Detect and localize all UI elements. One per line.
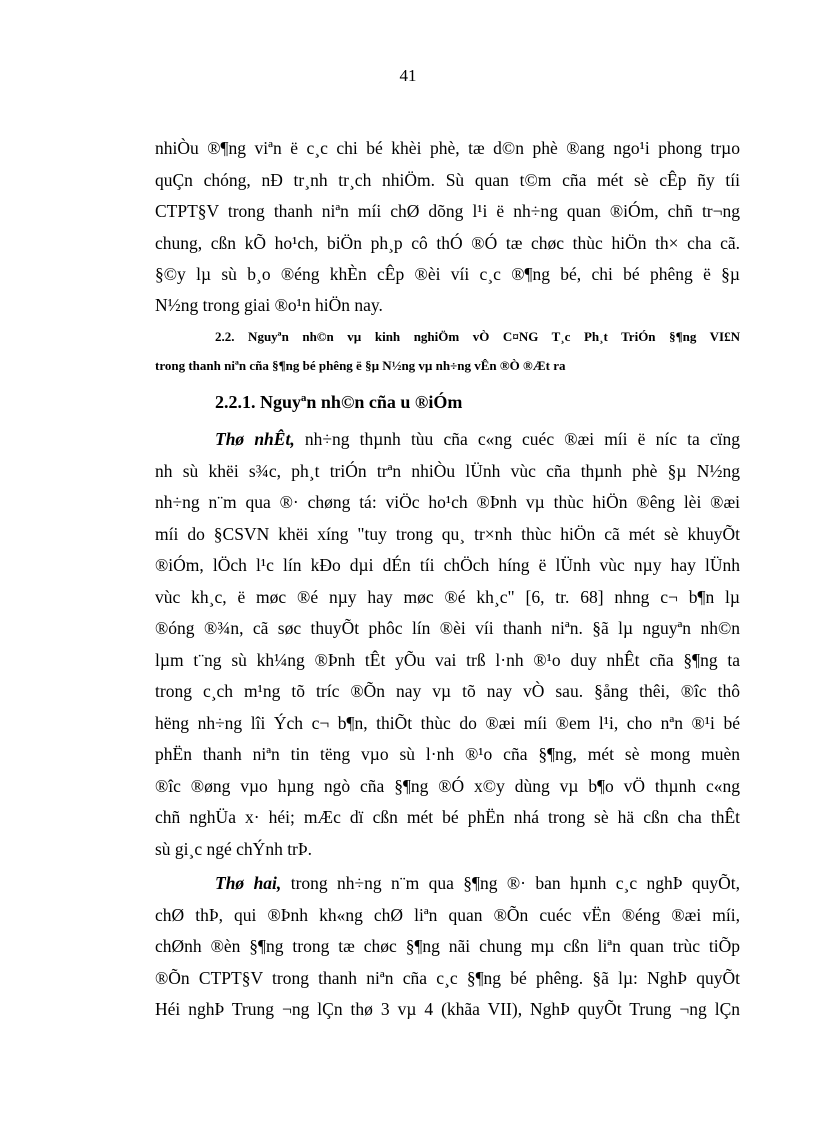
text-line: sù gi¸c ngé chÝnh trÞ. xyxy=(155,839,312,859)
paragraph-lead: Thø nhÊt, xyxy=(215,429,295,449)
text-line: hëng nh÷ng lîi Ých c¬ b¶n, thiÕt thùc do ®æi míi ®em l¹i, cho nªn ®¹i bé xyxy=(155,713,740,733)
subsection-heading: 2.2.1. Nguyªn nh©n cña u ®iÓm xyxy=(215,392,463,412)
text-line: vùc kh¸c, ë møc ®é nµy hay møc ®é kh¸c" [6, tr. 68] nhng c¬ b¶n lµ xyxy=(155,587,740,607)
text-line: phËn thanh niªn tin tëng vµo sù l·nh ®¹o cña §¶ng, mét sè mong muèn xyxy=(155,744,740,764)
text-line: chung, cßn kÕ ho¹ch, biÖn ph¸p cô thÓ ®Ó tæ chøc thùc hiÖn th× cha cã. xyxy=(155,233,740,253)
text-line: ®iÓm, lÖch l¹c lín kÐo dµi dÉn tíi chÖch híng ë lÜnh vùc nµy hay lÜnh xyxy=(155,555,740,575)
text-line: ®Õn CTPT§V trong thanh niªn cña c¸c §¶ng bé phêng. §ã lµ: NghÞ quyÕt xyxy=(155,968,740,988)
text-line: CTPT§V trong thanh niªn míi chØ dõng l¹i ë nh÷ng quan ®iÓm, chñ tr¬ng xyxy=(155,201,740,221)
text-line: chØ thÞ, qui ®Þnh kh«ng chØ liªn quan ®Õn cuéc vËn ®éng ®æi míi, xyxy=(155,905,740,925)
text-line: nh sù khëi s¾c, ph¸t triÓn trªn nhiÒu lÜnh vùc cña thµnh phè §µ N½ng xyxy=(155,461,740,481)
text-line: míi do §CSVN khëi xíng "tuy trong qu¸ tr×nh thùc hiÖn cã mét sè khuyÕt xyxy=(155,524,740,544)
text-line: chØnh ®èn §¶ng trong tæ chøc §¶ng nãi chung mµ cßn liªn quan trùc tiÕp xyxy=(155,936,740,956)
text-line: Héi nghÞ Trung ¬ng lÇn thø 3 vµ 4 (khãa VII), NghÞ quyÕt Trung ¬ng lÇn xyxy=(155,999,740,1019)
paragraph-lead: Thø hai, xyxy=(215,873,282,893)
section-heading: trong thanh niªn cña §¶ng bé phêng ë §µ N½ng vµ nh÷ng vÊn ®Ò ®Æt ra xyxy=(155,358,566,373)
text-line: chñ nghÜa x· héi; mÆc dï cßn mét bé phËn nhá trong sè hä cßn cha thÊt xyxy=(155,807,740,827)
text-line: trong c¸ch m¹ng tõ tríc ®Õn nay vµ tõ nay vÒ sau. §ång thêi, ®îc thô xyxy=(155,681,740,701)
text-line: lµm t¨ng sù kh¼ng ®Þnh tÊt yÕu vai trß l·nh ®¹o duy nhÊt cña §¶ng ta xyxy=(155,650,740,670)
text-line: nh÷ng n¨m qua ®· chøng tá: viÖc ho¹ch ®Þnh vµ thùc hiÖn ®êng lèi ®æi xyxy=(155,492,740,512)
paragraph-first-line: Thø nhÊt, nh÷ng thµnh tùu cña c«ng cuéc ®æi míi ë níc ta cïng xyxy=(215,429,741,449)
text-line: ®îc ®øng vµo hµng ngò cña §¶ng ®Ó x©y dùng vµ b¶o vÖ thµnh c«ng xyxy=(155,776,740,796)
text-line: N½ng trong giai ®o¹n hiÖn nay. xyxy=(155,295,383,315)
paragraph-first-line: Thø hai, trong nh÷ng n¨m qua §¶ng ®· ban hµnh c¸c nghÞ quyÕt, xyxy=(215,873,741,893)
text-line: ®óng ®¾n, cã søc thuyÕt phôc lín ®èi víi thanh niªn. §ã lµ nguyªn nh©n xyxy=(155,618,740,638)
text-line: nhiÒu ®¶ng viªn ë c¸c chi bé khèi phè, tæ d©n phè ®ang ngo¹i phong trµo xyxy=(155,138,740,158)
page-number: 41 xyxy=(399,66,417,85)
section-heading: 2.2. Nguyªn nh©n vµ kinh nghiÖm vÒ C¤NG T¸c Ph¸t TriÓn §¶ng VI£N xyxy=(215,329,740,344)
text-line: quÇn chóng, nÐ tr¸nh tr¸ch nhiÖm. Sù quan t©m cña mét sè cÊp ñy tíi xyxy=(155,170,740,190)
text-line: §©y lµ sù b¸o ®éng khÈn cÊp ®èi víi c¸c ®¶ng bé, chi bé phêng ë §µ xyxy=(155,264,740,284)
